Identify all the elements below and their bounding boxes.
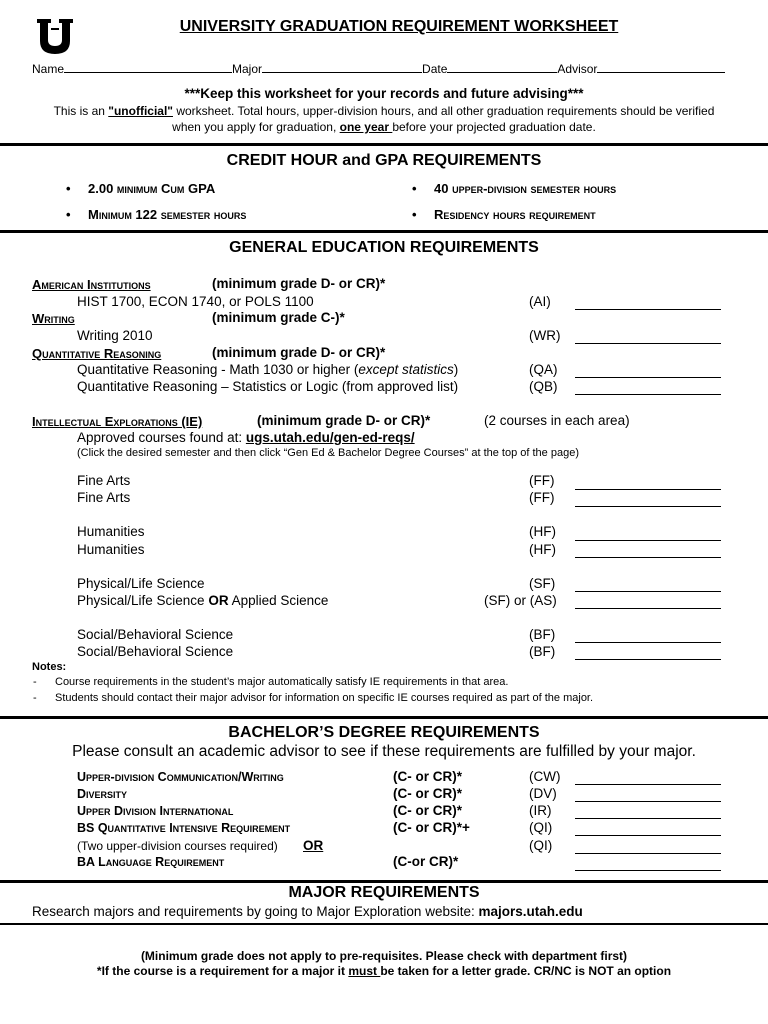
ai-category: American Institutions: [32, 277, 151, 292]
sf1-entry-line[interactable]: [575, 591, 721, 592]
date-label: Date: [422, 62, 448, 76]
gened-section-title: GENERAL EDUCATION REQUIREMENTS: [229, 239, 539, 256]
qr-category: Quantitative Reasoning: [32, 346, 162, 361]
credit-bullet-gpa: • 2.00 minimum Cum GPA: [66, 181, 216, 196]
sf2-label: Physical/Life Science OR Applied Science: [77, 593, 329, 608]
dv-grade: (C- or CR)*: [393, 786, 462, 801]
ie-approved: Approved courses found at: ugs.utah.edu/gen-ed-reqs/: [77, 430, 415, 445]
ie-category: Intellectual Explorations (IE): [32, 414, 203, 429]
ir-label: Upper Division International: [77, 804, 234, 818]
bf2-label: Social/Behavioral Science: [77, 644, 234, 659]
ie-grade: (minimum grade D- or CR)*: [257, 413, 431, 428]
credit-bullet-upper-division: • 40 upper-division semester hours: [412, 181, 617, 196]
qi-entry-line[interactable]: [575, 835, 721, 836]
bachelor-section-title: BACHELOR’S DEGREE REQUIREMENTS: [228, 724, 540, 741]
sf2-entry-line[interactable]: [575, 608, 721, 609]
qi-label: BS Quantitative Intensive Requirement: [77, 821, 291, 835]
bf2-entry-line[interactable]: [575, 659, 721, 660]
ff1-entry-line[interactable]: [575, 489, 721, 490]
ir-grade: (C- or CR)*: [393, 803, 462, 818]
ff1-label: Fine Arts: [77, 473, 131, 488]
note-1: Course requirements in the student’s major automatically satisfy IE requirements in that area.: [55, 676, 509, 688]
divider: [0, 716, 768, 719]
ba-label: BA Language Requirement: [77, 855, 225, 869]
divider: [0, 230, 768, 233]
bachelor-subtitle: Please consult an academic advisor to see if these requirements are fulfilled by your major.: [72, 743, 696, 760]
wr-entry-line[interactable]: [575, 343, 721, 344]
ff2-entry-line[interactable]: [575, 506, 721, 507]
divider: [0, 143, 768, 146]
ai-entry-line[interactable]: [575, 309, 721, 310]
hf2-code: (HF): [529, 542, 556, 557]
qb-course: Quantitative Reasoning – Statistics or Logic (from approved list): [77, 379, 459, 394]
bf1-code: (BF): [529, 627, 556, 642]
ie-click-instructions: (Click the desired semester and then click “Gen Ed & Bachelor Degree Courses” at the top of the page): [77, 447, 579, 459]
bf1-entry-line[interactable]: [575, 642, 721, 643]
qr-grade: (minimum grade D- or CR)*: [212, 345, 386, 360]
worksheet-title: UNIVERSITY GRADUATION REQUIREMENT WORKSHEET: [179, 18, 619, 35]
unofficial-notice: This is an "unofficial" worksheet. Total hours, upper-division hours, and all other graduation requirements should be verified: [53, 104, 715, 118]
dv-label: Diversity: [77, 787, 128, 801]
name-field[interactable]: [32, 62, 725, 76]
cw-entry-line[interactable]: [575, 784, 721, 785]
qi2-code: (QI): [529, 838, 553, 853]
footer-line-2: *If the course is a requirement for a major it must be taken for a letter grade. CR/NC is NOT an option: [96, 964, 672, 978]
divider: [0, 880, 768, 883]
qa-code: (QA): [529, 362, 558, 377]
bf2-code: (BF): [529, 644, 556, 659]
keep-notice: ***Keep this worksheet for your records and future advising***: [184, 86, 584, 101]
major-text: Research majors and requirements by going to Major Exploration website: majors.utah.edu: [32, 904, 583, 919]
qb-code: (QB): [529, 379, 558, 394]
qa-course: Quantitative Reasoning - Math 1030 or higher (except statistics): [77, 362, 459, 377]
sf1-code: (SF): [529, 576, 556, 591]
hf2-entry-line[interactable]: [575, 557, 721, 558]
sf1-label: Physical/Life Science: [77, 576, 205, 591]
major-label: Major: [232, 62, 263, 76]
qb-entry-line[interactable]: [575, 394, 721, 395]
ba-grade: (C-or CR)*: [393, 854, 459, 869]
dv-code: (DV): [529, 786, 557, 801]
note-2: Students should contact their major advisor for information on specific IE courses required as part of the major.: [55, 692, 594, 704]
hf1-entry-line[interactable]: [575, 540, 721, 541]
wr-grade: (minimum grade C-)*: [212, 310, 345, 325]
qi2-label: (Two upper-division courses required): [77, 839, 278, 853]
wr-category: Writing: [32, 311, 75, 326]
wr-code: (WR): [529, 328, 561, 343]
qa-entry-line[interactable]: [575, 377, 721, 378]
dv-entry-line[interactable]: [575, 801, 721, 802]
qi2-or: OR: [303, 838, 324, 853]
graduation-notice: when you apply for graduation, one year before your projected graduation date.: [172, 120, 596, 134]
note-dash: -: [33, 676, 37, 688]
cw-grade: (C- or CR)*: [393, 769, 462, 784]
bf1-label: Social/Behavioral Science: [77, 627, 234, 642]
wr-course: Writing 2010: [77, 328, 153, 343]
ai-code: (AI): [529, 294, 551, 309]
ff2-code: (FF): [529, 490, 555, 505]
ie-each-area: (2 courses in each area): [484, 413, 630, 428]
note-dash: -: [33, 692, 37, 704]
hf1-code: (HF): [529, 524, 556, 539]
qi-code: (QI): [529, 820, 553, 835]
name-label: Name: [32, 62, 65, 76]
credit-bullet-residency: • Residency hours requirement: [412, 207, 596, 222]
ir-entry-line[interactable]: [575, 818, 721, 819]
credit-section-title: CREDIT HOUR and GPA REQUIREMENTS: [226, 152, 542, 169]
hf1-label: Humanities: [77, 524, 145, 539]
footer-line-1: (Minimum grade does not apply to pre-requisites. Please check with department first): [140, 949, 628, 963]
ba-entry-line[interactable]: [575, 870, 721, 871]
qi2-entry-line[interactable]: [575, 853, 721, 854]
ff2-label: Fine Arts: [77, 490, 131, 505]
majors-link[interactable]: majors.utah.edu: [478, 904, 583, 919]
major-section-title: MAJOR REQUIREMENTS: [288, 884, 480, 901]
cw-code: (CW): [529, 769, 561, 784]
notes-label: Notes:: [32, 661, 67, 673]
hf2-label: Humanities: [77, 542, 145, 557]
ff1-code: (FF): [529, 473, 555, 488]
credit-bullet-min-hours: • Minimum 122 semester hours: [66, 207, 247, 222]
sf2-code: (SF) or (AS): [484, 593, 557, 608]
cw-label: Upper-division Communication/Writing: [77, 770, 284, 784]
gened-reqs-link[interactable]: ugs.utah.edu/gen-ed-reqs/: [245, 430, 415, 445]
ir-code: (IR): [529, 803, 552, 818]
qi-grade: (C- or CR)*+: [393, 820, 470, 835]
advisor-label: Advisor: [557, 62, 598, 76]
ai-grade: (minimum grade D- or CR)*: [212, 276, 386, 291]
ai-courses: HIST 1700, ECON 1740, or POLS 1100: [77, 294, 314, 309]
divider: [0, 923, 768, 925]
